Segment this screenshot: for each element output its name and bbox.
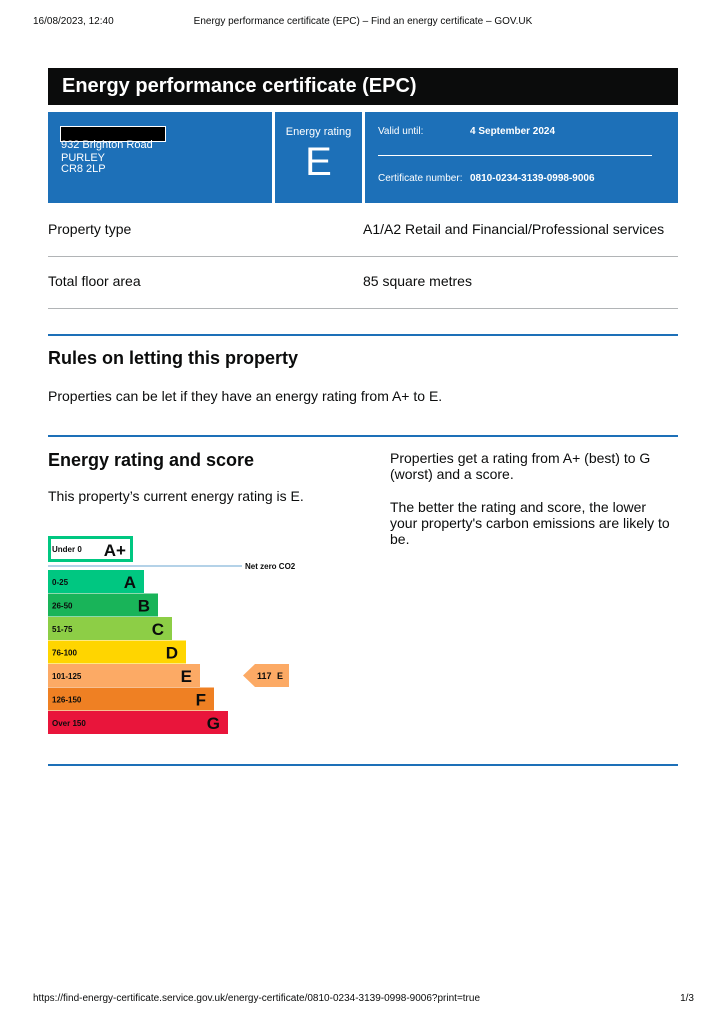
band-range-label: 0-25 [52,578,69,587]
band-range-label: 26-50 [52,601,73,611]
rating-heading: Energy rating and score [48,450,255,470]
net-zero-label: Net zero CO2 [245,562,296,571]
band-range-label: Over 150 [52,719,86,728]
band-letter: G [206,714,220,733]
property-type-value: A1/A2 Retail and Financial/Professional services [363,221,665,237]
address-postcode: CR8 2LP [61,163,106,175]
floor-area-label: Total floor area [48,273,141,289]
property-type-label: Property type [48,221,132,237]
current-rating-text: This property’s current energy rating is E. [48,488,304,504]
rules-text: Properties can be let if they have an energy rating from A+ to E. [48,388,443,404]
band-letter: A [123,573,136,592]
band-range-label: Under 0 [52,545,82,554]
address-town: PURLEY [61,152,106,164]
section-divider [48,764,678,766]
band-range-label: 101-125 [52,672,82,681]
band-letter: C [151,620,164,639]
floor-area-value: 85 square metres [363,273,472,289]
print-page-number: 1/3 [680,993,694,1004]
energy-rating-label: Energy rating [285,126,352,138]
band-letter: A+ [103,541,126,560]
certificate-number-value: 0810-0234-3139-0998-9006 [470,173,595,184]
current-letter: E [277,671,284,681]
page-title: Energy performance certificate (EPC) [48,68,678,105]
print-datetime: 16/08/2023, 12:40 [33,16,114,27]
valid-until-value: 4 September 2024 [470,126,556,137]
energy-rating-letter: E [305,140,332,184]
current-score: 117 [257,671,272,681]
address-line-1: 932 Brighton Road [61,139,153,151]
rating-explanation-1: Properties get a rating from A+ (best) to G (worst) and a score. [390,450,651,482]
band-letter: B [137,596,150,616]
rating-explanation-2: The better the rating and score, the lower your property's carbon emissions are likely to be. [390,499,670,547]
rules-heading: Rules on letting this property [48,348,299,368]
valid-until-label: Valid until: [378,126,424,137]
band-letter: F [195,690,206,710]
print-page-title: Energy performance certificate (EPC) – Find an energy certificate – GOV.UK [193,16,533,27]
band-letter: E [180,667,192,686]
band-range-label: 76-100 [52,648,77,658]
print-url: https://find-energy-certificate.service.gov.uk/energy-certificate/0810-0234-3139-0998-9006?print=true [33,993,481,1004]
band-letter: D [165,643,178,663]
band-range-label: 126-150 [52,695,82,705]
certificate-number-label: Certificate number: [378,173,463,184]
band-range-label: 51-75 [52,625,73,634]
